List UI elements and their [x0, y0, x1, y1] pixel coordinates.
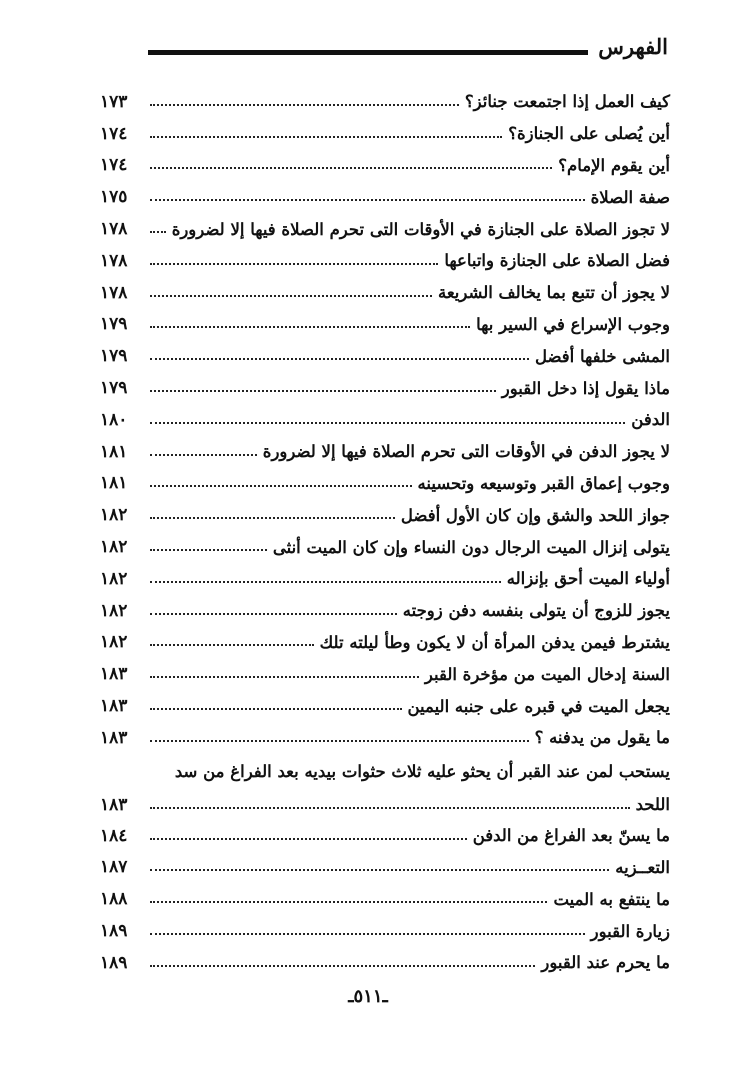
toc-entry: [100, 690, 670, 722]
dot-leader: [150, 136, 502, 138]
toc-entry: [100, 947, 670, 979]
toc-entry-title: التعــزيه: [615, 857, 670, 877]
toc-entry-title: لا يجوز الدفن في الأوقات التى تحرم الصلاة فيها إلا لضرورة: [262, 442, 670, 462]
toc-entry: [100, 245, 670, 277]
toc-entry: [100, 627, 670, 659]
toc-entry-title: أين يقوم الإمام؟: [558, 155, 670, 175]
dot-leader: [150, 263, 438, 265]
dot-leader: [150, 644, 314, 646]
toc-entry-title: أولياء الميت أحق بإنزاله: [506, 569, 670, 589]
toc-entries-group-1: [100, 86, 670, 754]
dot-leader: [150, 613, 397, 615]
toc-entry: [100, 915, 670, 947]
toc-entry: [100, 150, 670, 182]
toc-entry-title: ما يقول من يدفنه ؟: [534, 728, 670, 748]
toc-entry-title: المشى خلفها أفضل: [534, 346, 670, 366]
toc-entry-page: ١٨٢: [100, 632, 128, 653]
dot-leader: [150, 454, 257, 456]
dot-leader: [150, 807, 630, 809]
toc-entry: [100, 468, 670, 500]
toc-entry: [100, 658, 670, 690]
toc-entry-title: لا تجوز الصلاة على الجنازة في الأوقات التى تحرم الصلاة فيها إلا لضرورة: [171, 219, 670, 239]
toc-entry-page: ١٨٧: [100, 857, 128, 878]
toc-entry-title: وجوب إعماق القبر وتوسيعه وتحسينه: [417, 473, 670, 493]
toc-entry-title: يتولى إنزال الميت الرجال دون النساء وإن كان الميت أنثى: [272, 537, 670, 557]
toc-entry-page: ١٨٩: [100, 921, 128, 942]
toc-entry-page: ١٨١: [100, 473, 128, 494]
toc-entry: [100, 213, 670, 245]
toc-entry: [100, 531, 670, 563]
dot-leader: [150, 740, 529, 742]
toc-entry: [100, 820, 670, 852]
toc-entry-title-line1: يستحب لمن عند القبر أن يحثو عليه ثلاث حثوات بيديه بعد الفراغ من سد: [174, 761, 670, 781]
dot-leader: [150, 167, 552, 169]
dot-leader: [150, 901, 547, 903]
toc-entry-page: ١٨٣: [100, 727, 128, 748]
toc-entry: [100, 722, 670, 754]
toc-entry: [100, 499, 670, 531]
toc-entry-page: ١٨٣: [100, 696, 128, 717]
toc-entry-title: زيارة القبور: [590, 921, 670, 941]
toc-entry: [100, 309, 670, 341]
toc-entry-title: صفة الصلاة: [590, 187, 670, 207]
page-title: الفهرس: [598, 34, 668, 59]
toc-entry: [100, 404, 670, 436]
toc-entry-title: كيف العمل إذا اجتمعت جنائز؟: [464, 92, 670, 112]
toc-entry-title: يشترط فيمن يدفن المرأة أن لا يكون وطأ ليلته تلك: [319, 632, 670, 652]
dot-leader: [150, 104, 459, 106]
toc-entry-title: ما يسنّ بعد الفراغ من الدفن: [472, 826, 670, 846]
toc-entry-line2: [100, 790, 670, 820]
toc-entry-page: ١٧٥: [100, 187, 128, 208]
toc-entry-title: ما ينتفع به الميت: [553, 889, 670, 909]
dot-leader: [150, 838, 467, 840]
toc-entry-page: ١٧٨: [100, 219, 128, 240]
toc-entry-title: فضل الصلاة على الجنازة واتباعها: [444, 251, 670, 271]
page-header: [148, 34, 668, 66]
dot-leader: [150, 965, 535, 967]
toc-entry: [100, 118, 670, 150]
toc-entry-page: ١٧٩: [100, 378, 128, 399]
toc-entry: [100, 883, 670, 915]
dot-leader: [150, 485, 412, 487]
header-rule: [148, 50, 588, 55]
toc-entry-title: السنة إدخال الميت من مؤخرة القبر: [424, 664, 670, 684]
page-number: ـ٥١١ـ: [348, 986, 388, 1007]
toc-entry-page: ١٨٠: [100, 409, 128, 430]
dot-leader: [150, 676, 419, 678]
toc-entry-page: ١٨١: [100, 441, 128, 462]
toc-entry: [100, 852, 670, 884]
dot-leader: [150, 231, 166, 233]
dot-leader: [150, 326, 470, 328]
toc-entry-title: لا يجوز أن تتبع بما يخالف الشريعة: [437, 283, 670, 303]
toc-entry-page: ١٨٤: [100, 825, 128, 846]
toc-entry: [100, 595, 670, 627]
toc-entry-page: ١٨٣: [100, 664, 128, 685]
toc-entries-group-2: [100, 820, 670, 979]
dot-leader: [150, 390, 496, 392]
toc-entry-title: جواز اللحد والشق وإن كان الأول أفضل: [400, 505, 670, 525]
toc-entry: [100, 436, 670, 468]
toc-entry-wrapped: [100, 754, 670, 820]
toc-entry-page: ١٨٢: [100, 568, 128, 589]
dot-leader: [150, 869, 609, 871]
dot-leader: [150, 517, 395, 519]
dot-leader: [150, 581, 501, 583]
toc-entry: [100, 181, 670, 213]
toc-entry: [100, 86, 670, 118]
toc-entry-title-line2: اللحد: [635, 795, 670, 815]
toc-entry-page: ١٧٩: [100, 346, 128, 367]
toc-entry-page: ١٨٨: [100, 889, 128, 910]
toc-entry-page: ١٧٤: [100, 123, 128, 144]
dot-leader: [150, 933, 585, 935]
toc-entry-page: ١٧٤: [100, 155, 128, 176]
toc-entry-page: ١٨٩: [100, 952, 128, 973]
toc-entry-title: يجوز للزوج أن يتولى بنفسه دفن زوجته: [402, 601, 670, 621]
dot-leader: [150, 422, 625, 424]
toc-entry-page: ١٨٢: [100, 600, 128, 621]
toc-entry-page: ١٨٢: [100, 537, 128, 558]
toc-entry-page: ١٧٩: [100, 314, 128, 335]
toc-entry-title: ماذا يقول إذا دخل القبور: [501, 378, 670, 398]
dot-leader: [150, 549, 267, 551]
table-of-contents: [100, 86, 670, 979]
toc-entry: [100, 277, 670, 309]
dot-leader: [150, 358, 529, 360]
toc-entry: [100, 563, 670, 595]
toc-entry-page: ١٨٢: [100, 505, 128, 526]
toc-entry-title: وجوب الإسراع في السير بها: [476, 314, 670, 334]
toc-entry-title: الدفن: [631, 410, 670, 430]
toc-entry: [100, 340, 670, 372]
toc-entry-title: ما يحرم عند القبور: [541, 953, 670, 973]
toc-entry-page: ١٧٨: [100, 282, 128, 303]
toc-entry-page: ١٧٣: [100, 91, 128, 112]
toc-entry-page: ١٨٣: [100, 794, 128, 815]
dot-leader: [150, 708, 402, 710]
toc-entry-title: يجعل الميت في قبره على جنبه اليمين: [407, 696, 670, 716]
toc-entry-title: أين يُصلى على الجنازة؟: [508, 124, 670, 144]
dot-leader: [150, 295, 432, 297]
toc-entry-page: ١٧٨: [100, 250, 128, 271]
dot-leader: [150, 199, 585, 201]
toc-entry: [100, 372, 670, 404]
